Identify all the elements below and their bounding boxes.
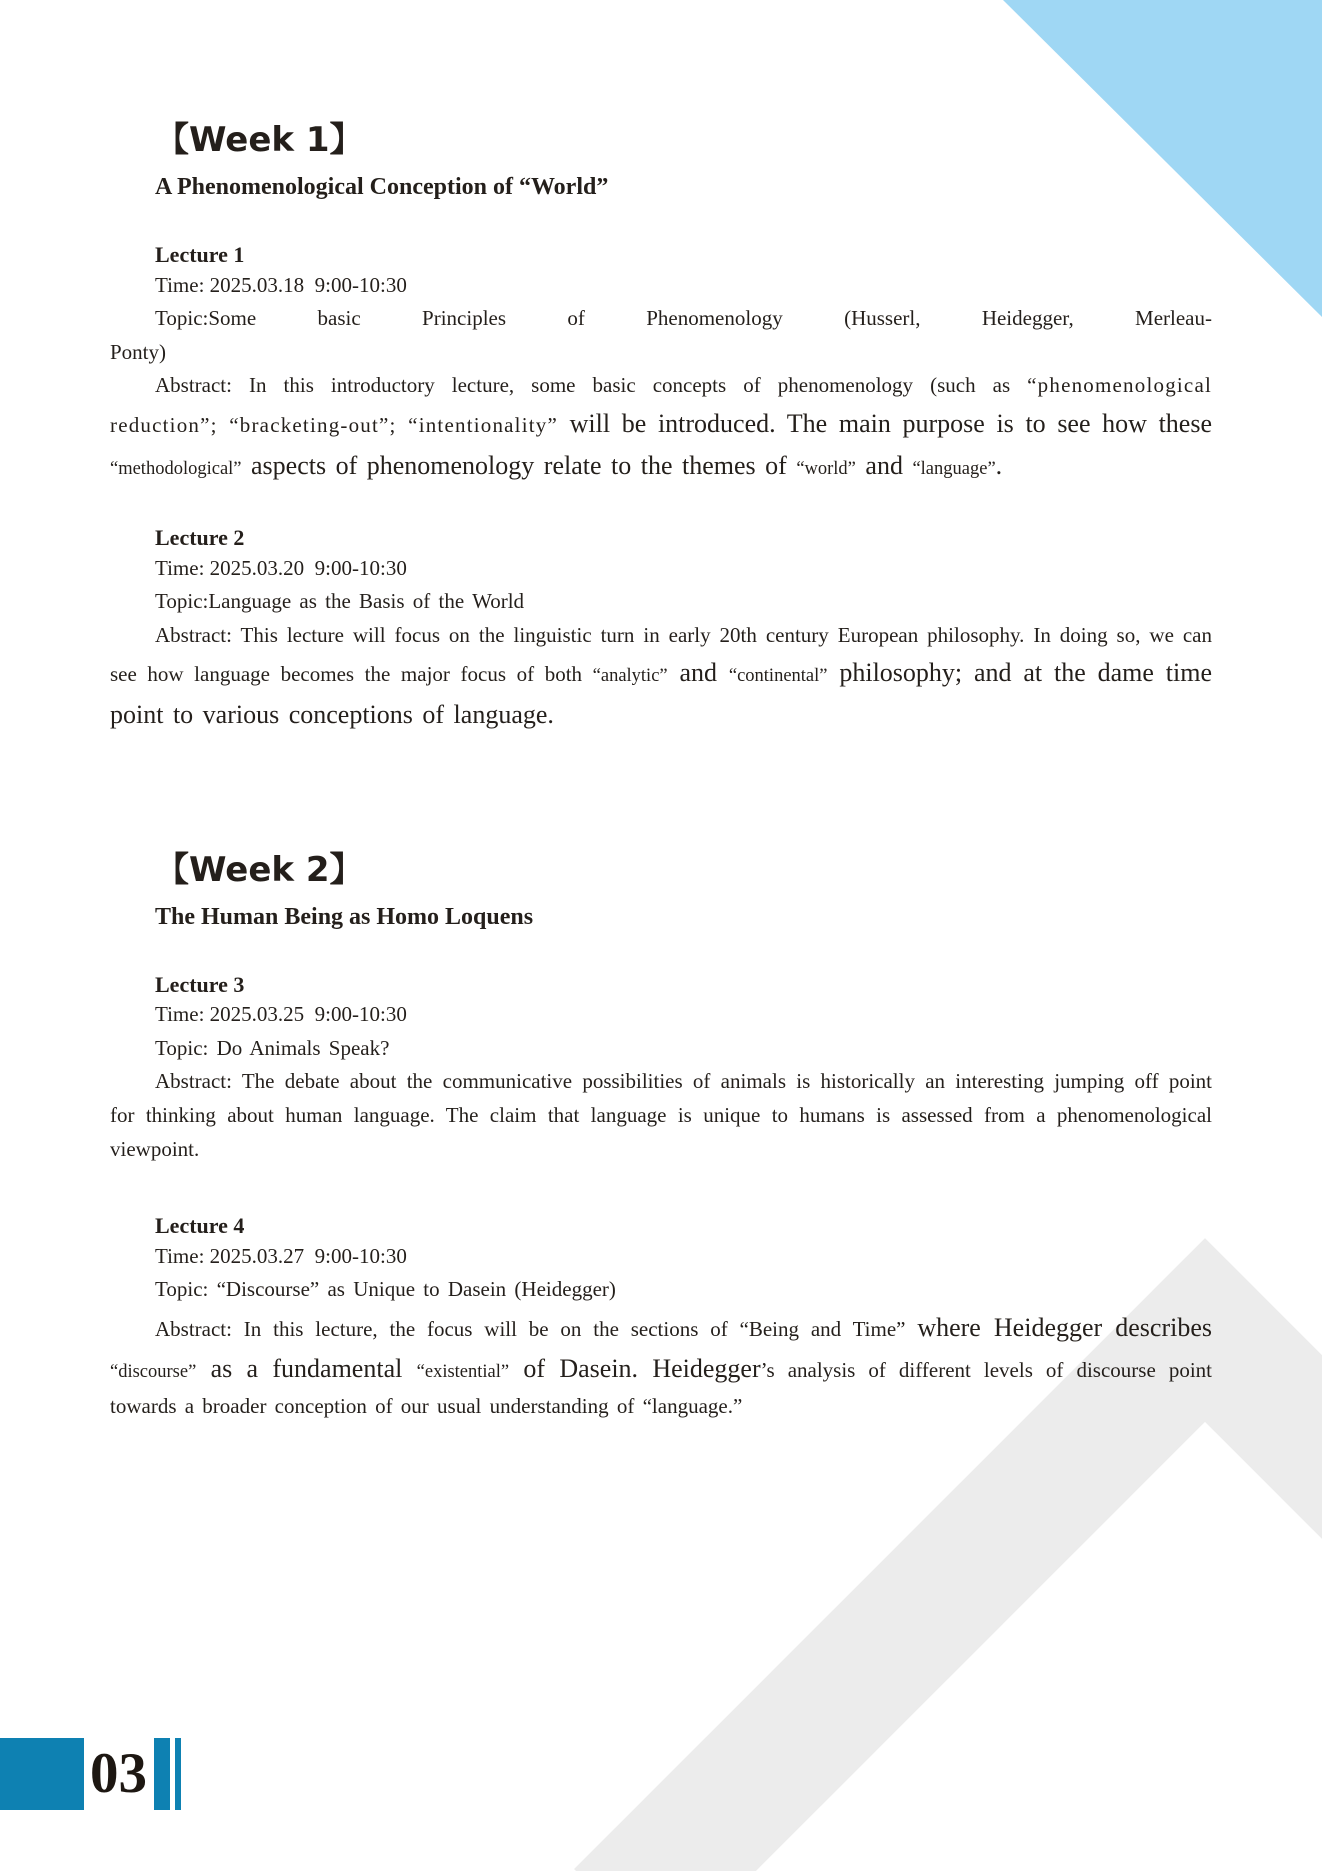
lecture-2-abstract: Abstract: This lecture will focus on the linguistic turn in early 20th century European philosophy. In doing so, we can see how language becomes the major focus of both “analytic” and “continental” philosophy; and at the dame time point to various conceptions of language. (110, 622, 1212, 730)
lecture-1-topic: Topic:Some basic Principles of Phenomenology (Husserl, Heidegger, Merleau- Ponty) (110, 306, 1212, 364)
page-number: 03 (90, 1742, 147, 1805)
lecture-block-1 (110, 241, 1212, 486)
week-1-heading: 【Week 1】 (155, 120, 364, 160)
lecture-3-abstract: Abstract: The debate about the communicative possibilities of animals is historically an interesting jumping off point for thinking about human language. The claim that language is unique to humans is assessed from a phenomenological viewpoint. (110, 1069, 1212, 1161)
lecture-4-time: Time: 2025.03.27 9:00-10:30 (155, 1243, 407, 1268)
footer-accent-bar-thin (175, 1738, 181, 1810)
footer-accent-bar-thick (154, 1738, 170, 1810)
lecture-4-topic: Topic: “Discourse” as Unique to Dasein (Heidegger) (155, 1277, 616, 1302)
week-1-subtitle: A Phenomenological Conception of “World” (155, 173, 609, 200)
week-2-subtitle: The Human Being as Homo Loquens (155, 903, 534, 930)
week-section-2 (110, 848, 1212, 1424)
lecture-1-time: Time: 2025.03.18 9:00-10:30 (155, 272, 407, 297)
lecture-3-topic: Topic: Do Animals Speak? (155, 1035, 390, 1060)
lecture-block-4 (110, 1212, 1212, 1423)
week-2-heading: 【Week 2】 (155, 849, 364, 890)
lecture-2-time: Time: 2025.03.20 9:00-10:30 (155, 555, 407, 580)
lecture-block-3 (110, 971, 1212, 1166)
lecture-4-abstract: Abstract: In this lecture, the focus will be on the sections of “Being and Time” where Heidegger describes “discourse” as a fundamental “existential” of Dasein. Heidegger’s analysis of different levels of discourse point towards a broader conception of our usual understanding of “language.” (110, 1312, 1212, 1419)
lecture-3-time: Time: 2025.03.25 9:00-10:30 (155, 1002, 407, 1027)
lecture-2-title: Lecture 2 (155, 525, 245, 551)
page-content (110, 0, 1212, 1424)
lecture-1-abstract: Abstract: In this introductory lecture, some basic concepts of phenomenology (such as “phenomenological reduction”; “bracketing-out”; “intentionality” will be introduced. The main purpose is to see how these “methodological” aspects of phenomenology relate to the themes of “world” and “language”. (110, 373, 1213, 480)
lecture-4-title: Lecture 4 (155, 1213, 245, 1239)
lecture-2-topic: Topic:Language as the Basis of the World (155, 589, 525, 614)
page-number-footer (0, 1738, 181, 1810)
lecture-3-title: Lecture 3 (155, 971, 245, 997)
lecture-1-title: Lecture 1 (155, 242, 245, 268)
lecture-block-2 (110, 524, 1212, 735)
footer-accent-block (0, 1738, 84, 1810)
week-section-1 (110, 118, 1212, 736)
